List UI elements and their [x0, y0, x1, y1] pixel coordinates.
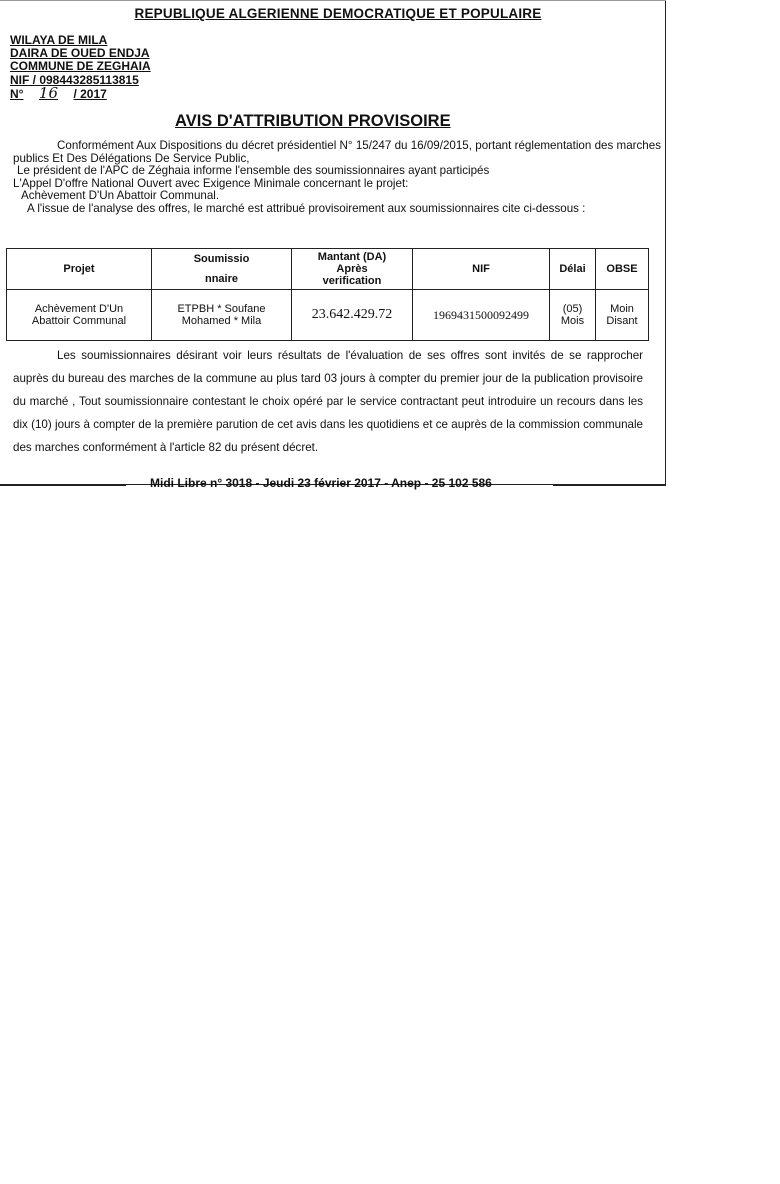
- header-nif: NIF: [413, 249, 550, 290]
- cell-soumissionnaire: ETPBH * Soufane Mohamed * Mila: [152, 290, 292, 341]
- table-row: [7, 290, 649, 341]
- cell-obse: Moin Disant: [596, 290, 649, 341]
- publication-rule-left: [0, 485, 126, 486]
- notice-title: AVIS D'ATTRIBUTION PROVISOIRE: [175, 112, 451, 130]
- header-soumissionnaire: Soumissio nnaire: [152, 249, 292, 290]
- body-paragraph-5: A l'issue de l'analyse des offres, le marché est attribué provisoirement aux soumissionnaires cite ci-dessous :: [27, 201, 586, 215]
- number-year: / 2017: [73, 86, 107, 101]
- daira-line: DAIRA DE OUED ENDJA: [10, 46, 150, 61]
- body-paragraph-3: L'Appel D'offre National Ouvert avec Exigence Minimale concernant le projet:: [13, 176, 409, 190]
- header-projet: Projet: [7, 249, 152, 290]
- cell-montant: 23.642.429.72: [292, 290, 413, 341]
- number-line: [10, 83, 151, 102]
- notice-body: [13, 140, 661, 216]
- admin-block: [10, 34, 151, 101]
- footer-paragraph: Les soumissionnaires désirant voir leurs résultats de l'évaluation de ses offres sont invités de se rapprocher auprès du bureau des marches de la commune au plus tard 03 jours à compter du premier jour de la publication provisoire du marché , Tout soumissionnaire contestant le choix opéré par le service contractant peut introduire un recours dans les dix (10) jours à compter de la première parution de cet avis dans les quotidiens et ce auprès de la commission communale des marches conformément à l'article 82 du présent décret.: [13, 349, 643, 454]
- wilaya-line: WILAYA DE MILA: [10, 33, 108, 47]
- header-delai: Délai: [550, 249, 596, 290]
- notice-frame: [0, 0, 666, 485]
- cell-nif: 1969431500092499: [413, 290, 550, 341]
- body-paragraph-4: Achèvement D'Un Abattoir Communal.: [21, 189, 220, 203]
- publication-rule-right: [553, 485, 666, 486]
- attribution-table: [6, 248, 649, 341]
- table-header-row: [7, 249, 649, 290]
- body-paragraph-1: Conformément Aux Dispositions du décret présidentiel N° 15/247 du 16/09/2015, portant réglementation des marches publics Et Des Délégations De Service Public,: [13, 139, 661, 165]
- header-montant: Mantant (DA) Après verification: [292, 249, 413, 290]
- header-obse: OBSE: [596, 249, 649, 290]
- nif-line: NIF / 098443285113815: [10, 72, 139, 87]
- top-border: [0, 0, 666, 1]
- number-prefix: N°: [10, 86, 24, 101]
- body-paragraph-2: Le président de l'APC de Zéghaia informe l'ensemble des soumissionnaires ayant participés: [17, 164, 490, 178]
- publication-line: Midi Libre n° 3018 - Jeudi 23 février 2017 - Anep - 25 102 586: [150, 476, 492, 490]
- cell-projet: Achèvement D'Un Abattoir Communal: [7, 290, 152, 341]
- republic-header: REPUBLIQUE ALGERIENNE DEMOCRATIQUE ET POPULAIRE: [134, 6, 542, 21]
- commune-line: COMMUNE DE ZEGHAIA: [10, 59, 151, 74]
- number-handwritten: 16: [38, 83, 59, 102]
- cell-delai: (05) Mois: [550, 290, 596, 341]
